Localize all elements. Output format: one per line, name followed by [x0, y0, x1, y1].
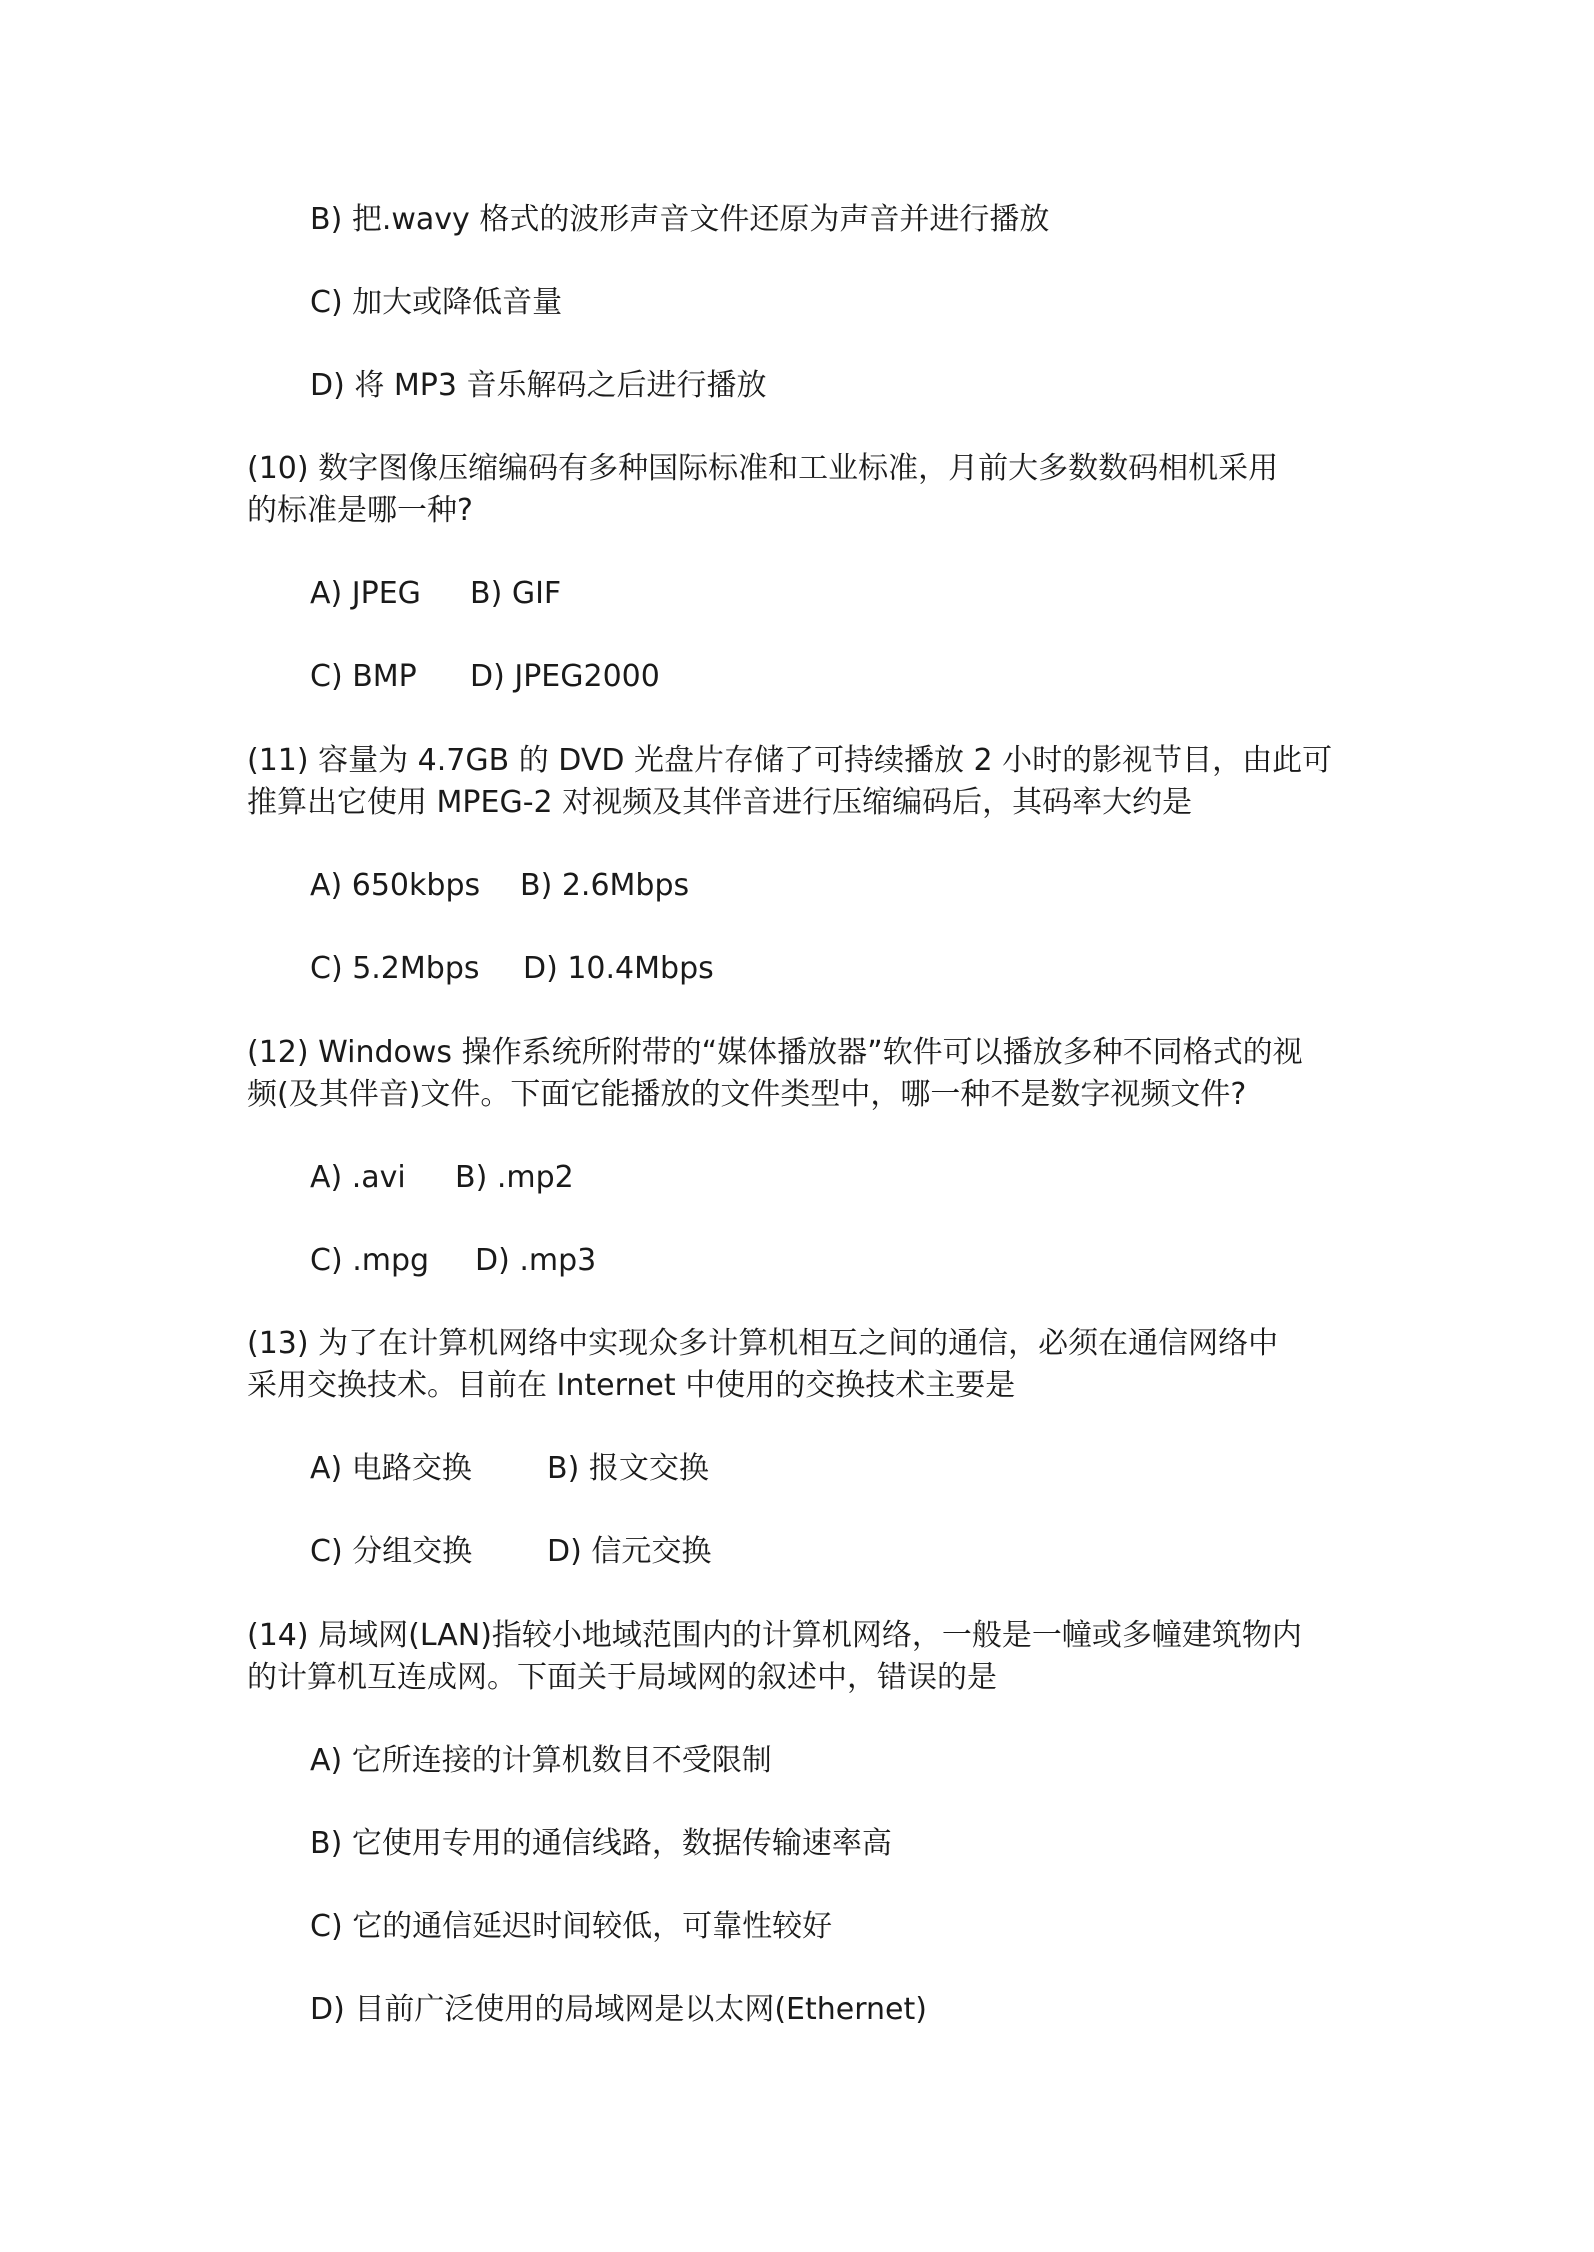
q11-stem-line-1: (11) 容量为 4.7GB 的 DVD 光盘片存储了可持续播放 2 小时的影视节目，由此可	[247, 743, 1333, 778]
q11-options-row-2	[310, 949, 714, 989]
q11-option-b: B) 2.6Mbps	[520, 868, 690, 903]
q10-option-d: D) JPEG2000	[470, 659, 660, 694]
q9-option-b: B) 把.wavy 格式的波形声音文件还原为声音并进行播放	[310, 202, 1050, 237]
q14-option-c: C) 它的通信延迟时间较低，可靠性较好	[310, 1909, 833, 1944]
q12-stem-line-2: 频(及其伴音)文件。下面它能播放的文件类型中，哪一种不是数字视频文件?	[247, 1077, 1247, 1112]
q13-stem-line-2: 采用交换技术。目前在 Internet 中使用的交换技术主要是	[247, 1368, 1016, 1403]
q10-stem-line-2: 的标准是哪一种?	[247, 493, 473, 528]
q11-stem-line-2: 推算出它使用 MPEG-2 对视频及其伴音进行压缩编码后，其码率大约是	[247, 785, 1193, 820]
q9-option-d: D) 将 MP3 音乐解码之后进行播放	[310, 368, 767, 403]
q13-option-b: B) 报文交换	[547, 1451, 709, 1486]
q13-option-a: A) 电路交换	[310, 1451, 472, 1486]
q13-options-row-1	[310, 1449, 709, 1489]
q14-option-b: B) 它使用专用的通信线路，数据传输速率高	[310, 1826, 892, 1861]
q10-option-a: A) JPEG	[310, 576, 421, 611]
q10-stem-line-1: (10) 数字图像压缩编码有多种国际标准和工业标准，月前大多数数码相机采用	[247, 451, 1279, 486]
q12-options-row-1	[310, 1158, 574, 1198]
q14-stem-line-1: (14) 局域网(LAN)指较小地域范围内的计算机网络，一般是一幢或多幢建筑物内	[247, 1618, 1302, 1653]
q14-option-d: D) 目前广泛使用的局域网是以太网(Ethernet)	[310, 1992, 927, 2027]
q11-option-d: D) 10.4Mbps	[523, 951, 714, 986]
q12-option-a: A) .avi	[310, 1160, 406, 1195]
q11-option-c: C) 5.2Mbps	[310, 951, 480, 986]
q10-option-b: B) GIF	[470, 576, 562, 611]
q11-options-row-1	[310, 866, 690, 906]
q13-option-d: D) 信元交换	[547, 1534, 712, 1569]
q14-stem-line-2: 的计算机互连成网。下面关于局域网的叙述中，错误的是	[247, 1660, 997, 1695]
q9-option-c: C) 加大或降低音量	[310, 285, 563, 320]
q11-option-a: A) 650kbps	[310, 868, 481, 903]
q13-options-row-2	[310, 1532, 712, 1572]
q10-options-row-2	[310, 657, 660, 697]
q13-stem-line-1: (13) 为了在计算机网络中实现众多计算机相互之间的通信，必须在通信网络中	[247, 1326, 1279, 1361]
q12-options-row-2	[310, 1241, 597, 1281]
q12-option-b: B) .mp2	[455, 1160, 574, 1195]
q10-option-c: C) BMP	[310, 659, 417, 694]
q12-option-c: C) .mpg	[310, 1243, 430, 1278]
q14-option-a: A) 它所连接的计算机数目不受限制	[310, 1743, 772, 1778]
q12-stem-line-1: (12) Windows 操作系统所附带的“媒体播放器”软件可以播放多种不同格式的视	[247, 1035, 1303, 1070]
q13-option-c: C) 分组交换	[310, 1534, 473, 1569]
q10-options-row-1	[310, 574, 562, 614]
q12-option-d: D) .mp3	[475, 1243, 597, 1278]
